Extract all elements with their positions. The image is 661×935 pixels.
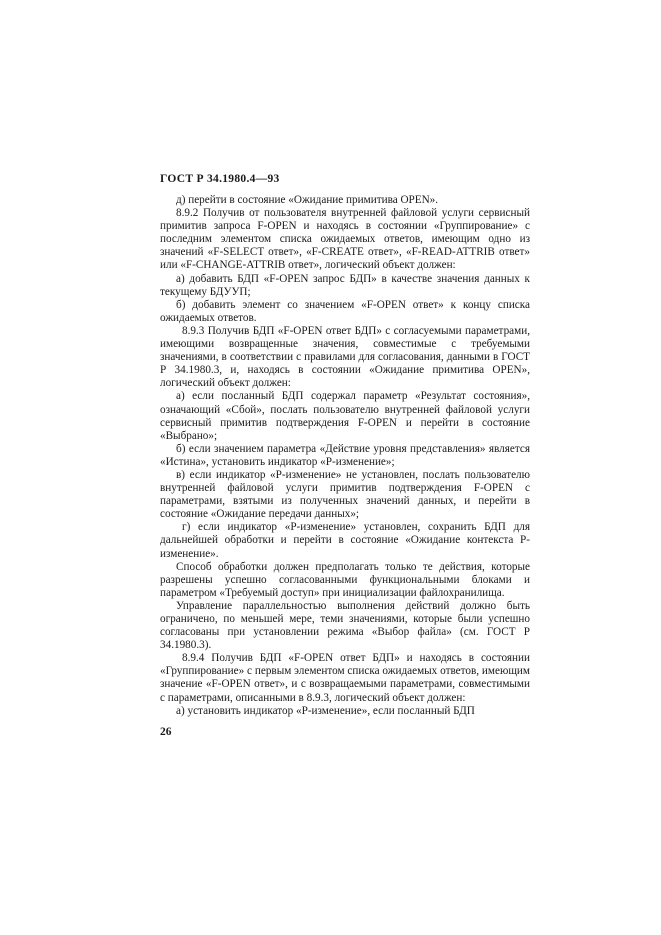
paragraph: в) если индикатор «Р-изменение» не установлен, послать пользователю внутренней файловой услуги примитив подтверждения F-OPEN с параметрами, взятыми из полученных значений данных, и перейти в состояние «Ожидание передачи данных»; (160, 468, 530, 521)
paragraph: 8.9.3 Получив БДП «F-OPEN ответ БДП» с согласуемыми параметрами, имеющими возвращенные значения, совместимые с требуемыми значениями, в соответствии с правилами для согласования, данными в ГОСТ Р 34.1980.3, и, находясь в состоянии «Ожидание примитива OPEN», логический объект должен: (160, 324, 530, 390)
paragraph: 8.9.4 Получив БДП «F-OPEN ответ БДП» и находясь в состоянии «Группирование» с первым элементом списка ожидаемых ответов, имеющим значение «F-OPEN ответ», и с возвращаемыми параметрами, совместимыми с параметрами, описанными в 8.9.3, логический объект должен: (160, 652, 530, 704)
paragraph: д) перейти в состояние «Ожидание примитива OPEN». (176, 194, 439, 206)
paragraph: г) если индикатор «Р-изменение» установлен, сохранить БДП для дальнейшей обработки и перейти в состояние «Ожидание контекста Р-изменение». (160, 521, 530, 560)
paragraph: а) добавить БДП «F-OPEN запрос БДП» в качестве значения данных к текущему БДУУП; (160, 272, 530, 298)
paragraph: б) добавить элемент со значением «F-OPEN ответ» к концу списка ожидаемых ответов. (160, 298, 530, 324)
paragraph: а) установить индикатор «Р-изменение», если посланный БДП (176, 704, 475, 717)
paragraph: б) если значением параметра «Действие уровня представления» является «Истина», установить индикатор «Р-изменение»; (160, 442, 530, 468)
paragraph: Управление параллельностью выполнения действий должно быть ограничено, по меньшей мере, теми значениями, которые были успешно согласованы при установлении режима «Выбор файла» (см. ГОСТ Р 34.1980.3). (160, 599, 530, 652)
page-header: ГОСТ Р 34.1980.4—93 (160, 173, 280, 185)
body-text (160, 194, 530, 718)
paragraph: 8.9.2 Получив от пользователя внутренней файловой услуги сервисный примитив запроса F-OPEN и находясь в состоянии «Группирование» с последним элементом списка ожидаемых ответов, имеющим одно из значений «F-SELECT ответ», «F-CREATE ответ», «F-READ-ATTRIB ответ» или «F-CHANGE-ATTRIB ответ», логический объект должен: (160, 207, 530, 272)
paragraph: а) если посланный БДП содержал параметр «Результат состояния», означающий «Сбой», послать пользователю внутренней файловой услуги сервисный примитив подтверждения F-OPEN и перейти в состояние «Выбрано»; (160, 390, 530, 442)
page-number: 26 (160, 726, 172, 738)
paragraph: Способ обработки должен предполагать только те действия, которые разрешены успешно согласованными функциональными блоками и параметром «Требуемый доступ» при инициализации файлохранилища. (160, 560, 530, 599)
